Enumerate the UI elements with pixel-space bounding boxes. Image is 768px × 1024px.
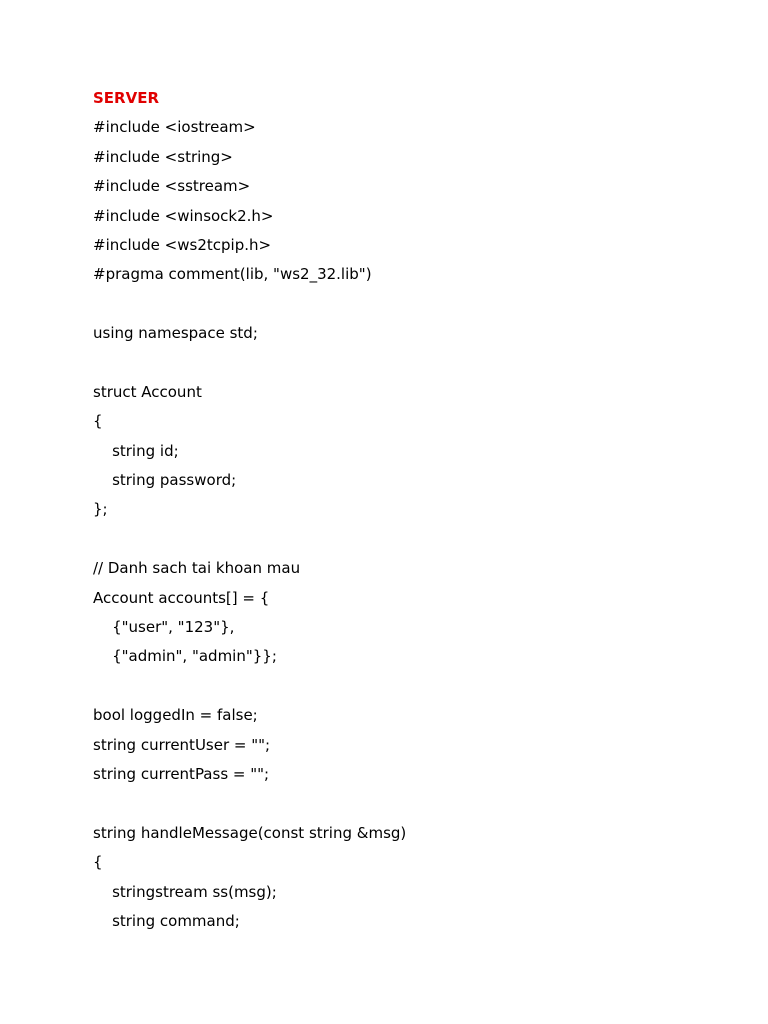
code-line: string command; bbox=[93, 911, 240, 930]
code-line: }; bbox=[93, 500, 108, 519]
code-line: stringstream ss(msg); bbox=[93, 882, 277, 901]
code-line: bool loggedIn = false; bbox=[93, 706, 258, 725]
code-line: using namespace std; bbox=[93, 324, 258, 343]
section-heading: SERVER bbox=[93, 89, 160, 107]
code-line: #include <iostream> bbox=[93, 118, 256, 137]
code-block bbox=[93, 113, 733, 936]
code-line: #include <string> bbox=[93, 147, 233, 166]
code-line bbox=[93, 290, 733, 319]
code-line: #include <ws2tcpip.h> bbox=[93, 235, 272, 254]
code-line: struct Account bbox=[93, 382, 202, 401]
code-line: { bbox=[93, 412, 103, 431]
code-line: #include <winsock2.h> bbox=[93, 206, 274, 225]
code-line: { bbox=[93, 853, 103, 872]
code-line: string id; bbox=[93, 441, 179, 460]
code-line: {"admin", "admin"}}; bbox=[93, 647, 277, 666]
code-line: string currentPass = ""; bbox=[93, 764, 270, 783]
code-line: #pragma comment(lib, "ws2_32.lib") bbox=[93, 265, 372, 284]
code-line: Account accounts[] = { bbox=[93, 588, 270, 607]
code-line bbox=[93, 672, 733, 701]
code-line bbox=[93, 349, 733, 378]
code-line: // Danh sach tai khoan mau bbox=[93, 559, 301, 578]
document-page bbox=[93, 84, 733, 936]
code-line: string handleMessage(const string &msg) bbox=[93, 823, 407, 842]
code-line bbox=[93, 525, 733, 554]
code-line: {"user", "123"}, bbox=[93, 618, 235, 637]
code-line: #include <sstream> bbox=[93, 177, 251, 196]
code-line: string password; bbox=[93, 471, 237, 490]
code-line: string currentUser = ""; bbox=[93, 735, 271, 754]
code-line bbox=[93, 789, 733, 818]
